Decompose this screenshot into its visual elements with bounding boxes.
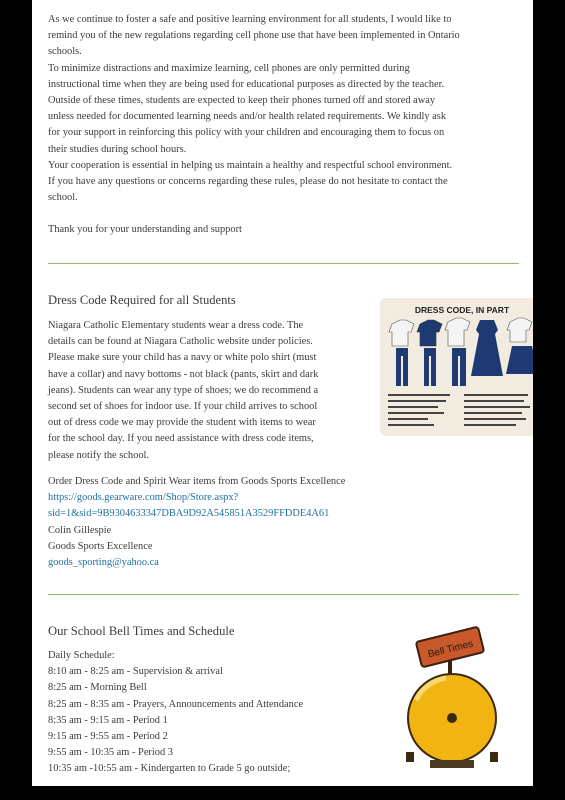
order-info — [48, 474, 519, 571]
bell-schedule — [48, 648, 378, 778]
bell-times-title: Our School Bell Times and Schedule — [48, 624, 235, 638]
dress-code-line: please notify the school. — [48, 449, 149, 461]
schedule-line: 8:35 am - 9:15 am - Period 1 — [48, 714, 168, 726]
notice-line: Outside of these times, students are expected to keep their phones turned off and stored away — [48, 95, 436, 107]
notice-line: As we continue to foster a safe and positive learning environment for all students, I would like to — [48, 14, 452, 25]
dress-code-line: for the school day. If you need assistance with dress code items, — [48, 433, 314, 445]
order-text: Order Dress Code and Spirit Wear items from Goods Sports Excellence — [48, 476, 346, 487]
contact-name: Colin Gillespie — [48, 524, 112, 536]
notice-line: schools. — [48, 46, 82, 58]
order-link[interactable]: sid=1&sid=9B9304633347DBA9D92A545851A3529FFDDE4A61 — [48, 508, 330, 520]
dress-code-line: Please make sure your child has a navy or white polo shirt (must — [48, 352, 317, 364]
schedule-line: 9:15 am - 9:55 am - Period 2 — [48, 731, 168, 743]
contact-org: Goods Sports Excellence — [48, 540, 153, 552]
notice-line: unless needed for documented learning needs and/or health related requirements. We kindly ask — [48, 111, 447, 123]
cell-phone-notice — [48, 12, 518, 239]
notice-line: Your cooperation is essential in helping us maintain a healthy and respectful school environment. — [48, 159, 453, 171]
polo-shirt-icon — [417, 320, 442, 386]
order-link[interactable]: https://goods.gearware.com/Shop/Store.aspx? — [48, 492, 239, 504]
schedule-line: Daily Schedule: — [48, 650, 115, 661]
notice-line: remind you of the new regulations regarding cell phone use that have been implemented in Ontario — [48, 30, 460, 42]
section-divider — [48, 263, 519, 264]
schedule-line: 8:25 am - 8:35 am - Prayers, Announcements and Attendance — [48, 698, 304, 710]
schedule-line: 8:25 am - Morning Bell — [48, 682, 147, 694]
skirt-icon — [506, 318, 533, 374]
polo-shirt-icon — [445, 318, 470, 386]
contact-email-link[interactable]: goods_sporting@yahoo.ca — [48, 557, 159, 569]
bell-times-section — [48, 624, 519, 775]
schedule-line: 8:10 am - 8:25 am - Supervision & arrival — [48, 666, 223, 678]
dress-code-line: jeans). Students can wear any type of shoes; we do recommend a — [48, 384, 319, 396]
bell-sign — [416, 627, 484, 676]
schedule-line: 9:55 am - 10:35 am - Period 3 — [48, 747, 173, 759]
section-divider — [48, 594, 519, 595]
notice-line: their studies during school hours. — [48, 143, 187, 155]
dress-code-legend — [388, 394, 530, 426]
dress-code-title: Dress Code Required for all Students — [48, 293, 236, 307]
newsletter-page — [32, 0, 533, 786]
notice-line: instructional time when they are being used for educational purposes as directed by the teacher. — [48, 78, 445, 90]
dress-code-line: second set of shoes for indoor use. If your child arrives to school — [48, 401, 318, 413]
dress-code-image — [380, 298, 533, 436]
dress-code-line: Niagara Catholic Elementary students wear a dress code. The — [48, 320, 304, 331]
schedule-line: 10:35 am -10:55 am - Kindergarten to Grade 5 go outside; — [48, 763, 291, 775]
bell-sign-text: Bell Times — [426, 638, 475, 661]
bell-image — [398, 620, 508, 770]
dress-code-text — [48, 318, 366, 464]
dress-code-image-heading: DRESS CODE, IN PART — [414, 305, 510, 315]
dress-code-line: have a collar) and navy bottoms - not black (pants, skirt and dark — [48, 368, 319, 380]
dress-code-line: out of dress code we may provide the student with items to wear — [48, 417, 316, 429]
dress-code-section — [48, 293, 519, 569]
notice-line: To minimize distractions and maximize learning, cell phones are only permitted during — [48, 62, 410, 74]
notice-line: for your support in reinforcing this policy with your children and encouraging them to focus on — [48, 127, 445, 139]
polo-shirt-icon — [389, 320, 414, 386]
notice-line: school. — [48, 192, 78, 204]
thanks-line: Thank you for your understanding and support — [48, 224, 242, 236]
bell-icon — [406, 674, 498, 768]
dress-icon — [471, 320, 503, 376]
notice-line: If you have any questions or concerns regarding these rules, please do not hesitate to contact the — [48, 176, 448, 188]
dress-code-line: details can be found at Niagara Catholic website under policies. — [48, 336, 313, 348]
